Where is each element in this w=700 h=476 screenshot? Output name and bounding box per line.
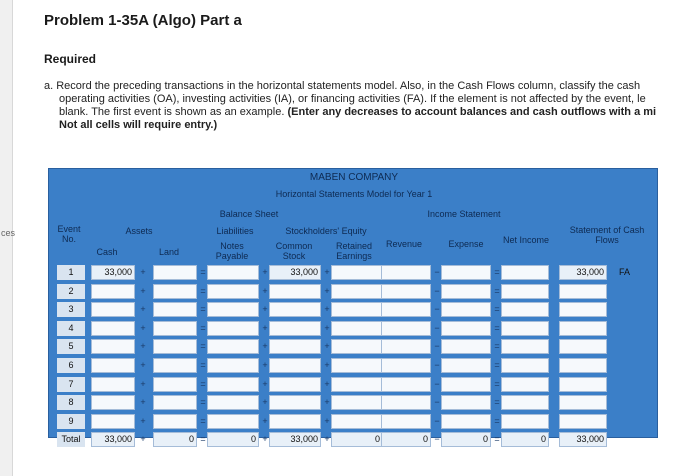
operator-plus: + (324, 285, 330, 296)
operator-equals: = (200, 360, 206, 370)
operator-plus: + (262, 397, 268, 408)
cash-cell[interactable] (91, 284, 135, 299)
instruction-line-1: a. Record the preceding transactions in the horizontal statements model. Also, in the Cash Flows column, classify the cash (44, 80, 641, 92)
instruction-line-4: Not all cells will require entry.) (59, 119, 218, 131)
exp-cell[interactable] (441, 284, 491, 299)
operator-equals: = (494, 267, 500, 277)
cash-cell[interactable]: 33,000 (91, 265, 135, 280)
cash-cell[interactable] (91, 339, 135, 354)
operator-plus: + (324, 341, 330, 352)
operator-plus: + (262, 360, 268, 370)
re-cell[interactable] (331, 358, 383, 373)
cf-cell[interactable] (559, 377, 607, 392)
ni-cell[interactable] (501, 395, 549, 410)
operator-equals: = (200, 322, 206, 333)
operator-equals: = (494, 304, 500, 315)
operator-plus: + (140, 267, 146, 277)
operator-plus: + (262, 267, 268, 277)
cf-cell[interactable] (559, 302, 607, 317)
operator-plus: + (324, 378, 330, 389)
notes-cell[interactable] (207, 284, 259, 299)
revenue-header: Revenue (385, 239, 423, 249)
operator-plus: + (324, 267, 330, 277)
cf-cell[interactable] (559, 414, 607, 429)
operator-minus: − (434, 360, 440, 370)
event-number: 4 (57, 321, 85, 336)
operator-equals: = (494, 341, 500, 352)
stock-cell[interactable] (269, 358, 321, 373)
stock-cell[interactable] (269, 395, 321, 410)
event-number: 9 (57, 414, 85, 429)
operator-equals: = (200, 341, 206, 352)
cash-cell[interactable] (91, 377, 135, 392)
exp-cell[interactable] (441, 377, 491, 392)
re-cell[interactable] (331, 339, 383, 354)
stock-cell[interactable] (269, 377, 321, 392)
operator-minus: − (434, 322, 440, 333)
exp-cell[interactable] (441, 302, 491, 317)
land-cell[interactable] (153, 321, 197, 336)
operator-plus: + (324, 434, 330, 445)
operator-minus: − (434, 415, 440, 426)
rev-cell[interactable] (381, 302, 431, 317)
operator-plus: + (262, 378, 268, 389)
total-exp-cell: 0 (441, 432, 491, 447)
operator-minus: − (434, 378, 440, 389)
operator-plus: + (140, 304, 146, 315)
land-cell[interactable] (153, 358, 197, 373)
required-heading: Required (44, 52, 97, 66)
instructions (44, 80, 694, 132)
re-cell[interactable] (331, 395, 383, 410)
operator-equals: = (494, 285, 500, 296)
exp-cell[interactable] (441, 395, 491, 410)
operator-equals: = (494, 360, 500, 370)
sidebar-tab-label: ces (1, 228, 16, 238)
notes-cell[interactable] (207, 395, 259, 410)
operator-plus: + (140, 322, 146, 333)
cf-cell[interactable] (559, 395, 607, 410)
operator-equals: = (200, 397, 206, 408)
total-row-label: Total (57, 432, 85, 447)
re-cell[interactable] (331, 265, 383, 280)
notes-cell[interactable] (207, 414, 259, 429)
operator-equals: = (494, 322, 500, 333)
retained-earnings-header: Retained Earnings (335, 241, 373, 261)
operator-plus: + (324, 397, 330, 408)
operator-plus: + (140, 378, 146, 389)
operator-equals: = (494, 415, 500, 426)
rev-cell[interactable] (381, 377, 431, 392)
ni-cell[interactable] (501, 265, 549, 280)
operator-plus: + (140, 434, 146, 445)
common-stock-header: Common Stock (275, 241, 313, 261)
total-stock-cell: 33,000 (269, 432, 321, 447)
land-cell[interactable] (153, 302, 197, 317)
operator-equals: = (200, 434, 206, 445)
total-rev-cell: 0 (381, 432, 431, 447)
notes-cell[interactable] (207, 339, 259, 354)
operator-plus: + (140, 285, 146, 296)
stock-cell[interactable] (269, 321, 321, 336)
land-cell[interactable] (153, 377, 197, 392)
operator-equals: = (200, 267, 206, 277)
rev-cell[interactable] (381, 395, 431, 410)
exp-cell[interactable] (441, 414, 491, 429)
stock-cell[interactable] (269, 339, 321, 354)
cash-flows-header: Statement of Cash Flows (569, 225, 645, 245)
operator-plus: + (324, 415, 330, 426)
page-title: Problem 1-35A (Algo) Part a (44, 12, 242, 29)
event-number: 6 (57, 358, 85, 373)
cash-cell[interactable] (91, 321, 135, 336)
stock-cell[interactable] (269, 302, 321, 317)
total-ni-cell: 0 (501, 432, 549, 447)
ni-cell[interactable] (501, 302, 549, 317)
cash-cell[interactable] (91, 302, 135, 317)
ni-cell[interactable] (501, 414, 549, 429)
notes-cell[interactable] (207, 302, 259, 317)
cash-flow-classification[interactable]: FA (619, 267, 631, 277)
operator-equals: = (200, 415, 206, 426)
operator-plus: + (140, 397, 146, 408)
operator-minus: − (434, 341, 440, 352)
income-statement-header: Income Statement (427, 209, 501, 219)
exp-cell[interactable] (441, 321, 491, 336)
re-cell[interactable] (331, 284, 383, 299)
operator-minus: − (434, 434, 440, 445)
cash-cell[interactable] (91, 358, 135, 373)
ni-cell[interactable] (501, 321, 549, 336)
operator-plus: + (262, 341, 268, 352)
notes-cell[interactable] (207, 377, 259, 392)
operator-equals: = (494, 378, 500, 389)
cash-cell[interactable] (91, 395, 135, 410)
operator-plus: + (324, 322, 330, 333)
cf-cell[interactable] (559, 321, 607, 336)
land-cell[interactable] (153, 284, 197, 299)
total-land-cell: 0 (153, 432, 197, 447)
operator-plus: + (262, 322, 268, 333)
operator-equals: = (200, 378, 206, 389)
notes-cell[interactable] (207, 265, 259, 280)
operator-plus: + (262, 415, 268, 426)
company-name: MABEN COMPANY (309, 172, 399, 183)
operator-equals: = (200, 304, 206, 315)
rev-cell[interactable] (381, 284, 431, 299)
horizontal-statements-model-table (48, 168, 658, 445)
rev-cell[interactable] (381, 265, 431, 280)
operator-plus: + (324, 304, 330, 315)
rev-cell[interactable] (381, 339, 431, 354)
land-cell[interactable] (153, 414, 197, 429)
operator-equals: = (494, 434, 500, 445)
land-cell[interactable] (153, 265, 197, 280)
event-number: 1 (57, 265, 85, 280)
operator-equals: = (494, 397, 500, 408)
notes-payable-header: Notes Payable (215, 241, 249, 261)
operator-plus: + (262, 285, 268, 296)
stockholders-equity-header: Stockholders' Equity (285, 226, 367, 236)
instruction-line-3: blank. The first event is shown as an example. (Enter any decreases to account balances and cash outflows with a mi (59, 106, 657, 118)
cf-cell[interactable] (559, 339, 607, 354)
balance-sheet-header: Balance Sheet (219, 209, 279, 219)
rev-cell[interactable] (381, 321, 431, 336)
operator-minus: − (434, 285, 440, 296)
cf-cell[interactable] (559, 358, 607, 373)
operator-plus: + (140, 360, 146, 370)
land-header: Land (158, 247, 180, 257)
total-notes-cell: 0 (207, 432, 259, 447)
ni-cell[interactable] (501, 339, 549, 354)
total-cash-cell: 33,000 (91, 432, 135, 447)
rev-cell[interactable] (381, 414, 431, 429)
operator-plus: + (324, 360, 330, 370)
ni-cell[interactable] (501, 377, 549, 392)
operator-plus: + (140, 341, 146, 352)
operator-equals: = (200, 285, 206, 296)
re-cell[interactable] (331, 302, 383, 317)
instruction-line-2: operating activities (OA), investing activities (IA), or financing activities (FA). If the element is not affected by the event, le (59, 93, 646, 105)
notes-cell[interactable] (207, 358, 259, 373)
operator-plus: + (140, 415, 146, 426)
operator-plus: + (262, 304, 268, 315)
stock-cell[interactable] (269, 284, 321, 299)
net-income-header: Net Income (502, 235, 550, 245)
event-number: 5 (57, 339, 85, 354)
total-re-cell: 0 (331, 432, 383, 447)
cash-cell[interactable] (91, 414, 135, 429)
stock-cell[interactable]: 33,000 (269, 265, 321, 280)
expense-header: Expense (448, 239, 484, 249)
assets-header: Assets (125, 226, 153, 236)
event-number: 7 (57, 377, 85, 392)
notes-cell[interactable] (207, 321, 259, 336)
event-no-header: Event No. (57, 224, 81, 244)
liabilities-header: Liabilities (216, 226, 254, 236)
land-cell[interactable] (153, 339, 197, 354)
exp-cell[interactable] (441, 265, 491, 280)
ni-cell[interactable] (501, 284, 549, 299)
event-number: 2 (57, 284, 85, 299)
cf-cell[interactable]: 33,000 (559, 265, 607, 280)
operator-minus: − (434, 304, 440, 315)
land-cell[interactable] (153, 395, 197, 410)
cash-header: Cash (96, 247, 118, 257)
stock-cell[interactable] (269, 414, 321, 429)
event-number: 3 (57, 302, 85, 317)
table-subtitle: Horizontal Statements Model for Year 1 (275, 189, 433, 199)
operator-minus: − (434, 267, 440, 277)
operator-minus: − (434, 397, 440, 408)
exp-cell[interactable] (441, 339, 491, 354)
re-cell[interactable] (331, 414, 383, 429)
re-cell[interactable] (331, 377, 383, 392)
rev-cell[interactable] (381, 358, 431, 373)
cf-cell[interactable] (559, 284, 607, 299)
total-cf-cell: 33,000 (559, 432, 607, 447)
re-cell[interactable] (331, 321, 383, 336)
left-sidebar-strip (0, 0, 16, 476)
event-number: 8 (57, 395, 85, 410)
ni-cell[interactable] (501, 358, 549, 373)
operator-plus: + (262, 434, 268, 445)
exp-cell[interactable] (441, 358, 491, 373)
